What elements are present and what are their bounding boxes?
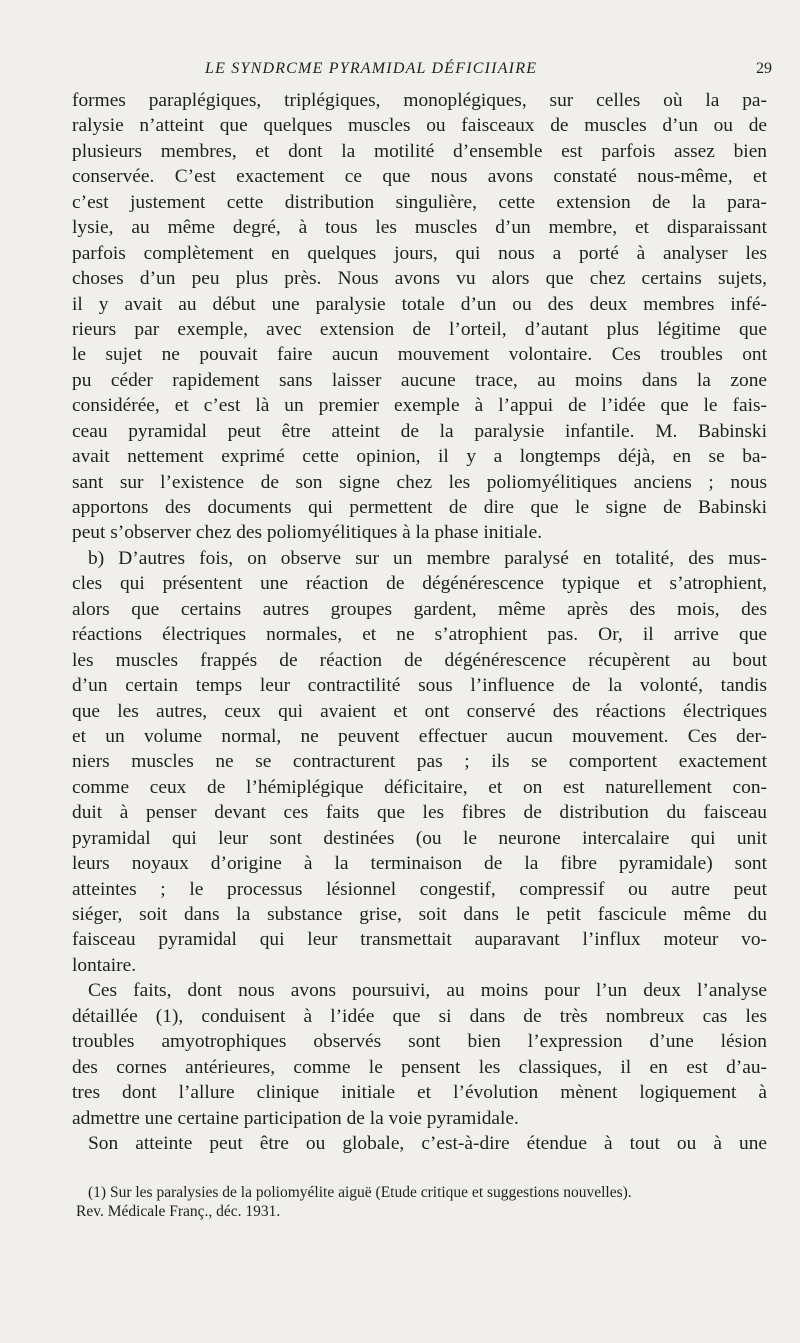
- text-line: c’est justement cette distribution singulière, cette extension de la para-: [72, 191, 767, 213]
- text-line: les muscles frappés de réaction de dégénérescence récupèrent au bout: [72, 649, 767, 671]
- text-line: sant sur l’existence de son signe chez les poliomyélitiques anciens ; nous: [72, 471, 767, 493]
- text-line: Ces faits, dont nous avons poursuivi, au moins pour l’un deux l’analyse: [88, 980, 767, 1002]
- text-line: rieurs par exemple, avec extension de l’orteil, d’autant plus légitime que: [72, 318, 767, 340]
- text-line: ceau pyramidal peut être atteint de la paralysie infantile. M. Babinski: [72, 420, 767, 442]
- text-line: et un volume normal, ne peuvent effectuer aucun mouvement. Ces der-: [72, 725, 767, 747]
- text-line: le sujet ne pouvait faire aucun mouvement volontaire. Ces troubles ont: [72, 344, 767, 366]
- text-line: leurs noyaux d’origine à la terminaison de la fibre pyramidale) sont: [72, 853, 767, 875]
- footnote-line: (1) Sur les paralysies de la poliomyélite aiguë (Etude critique et suggestions nouvelles).: [88, 1184, 632, 1201]
- text-line: b) D’autres fois, on observe sur un membre paralysé en totalité, des mus-: [88, 547, 767, 569]
- text-line: réactions électriques normales, et ne s’atrophient pas. Or, il arrive que: [72, 624, 767, 646]
- running-head-title: LE SYNDRCME PYRAMIDAL DÉFICIIAIRE: [205, 60, 538, 77]
- text-line: ralysie n’atteint que quelques muscles ou faisceaux de muscles d’un ou de: [72, 115, 767, 137]
- footnote: [72, 1183, 767, 1221]
- text-line: détaillée (1), conduisent à l’idée que si dans de très nombreux cas les: [72, 1005, 767, 1027]
- text-line: parfois complètement en quelques jours, qui nous a porté à analyser les: [72, 242, 767, 264]
- body-text: [72, 88, 767, 1156]
- text-line: plusieurs membres, et dont la motilité d’ensemble est parfois assez bien: [72, 140, 767, 162]
- text-line: siéger, soit dans la substance grise, soit dans le petit fascicule même du: [72, 904, 767, 925]
- text-line: faisceau pyramidal qui leur transmettait auparavant l’influx moteur vo-: [72, 929, 767, 951]
- text-line: lontaire.: [72, 954, 137, 976]
- text-line: il y avait au début une paralysie totale d’un ou des deux membres infé-: [72, 293, 767, 315]
- text-line: Son atteinte peut être ou globale, c’est-à-dire étendue à tout ou à une: [88, 1132, 767, 1154]
- running-head: [72, 60, 772, 84]
- text-line: pu céder rapidement sans laisser aucune trace, au moins dans la zone: [72, 369, 767, 391]
- text-line: cles qui présentent une réaction de dégénérescence typique et s’atrophient,: [72, 573, 767, 595]
- text-line: peut s’observer chez des poliomyélitiques à la phase initiale.: [72, 522, 543, 544]
- text-line: choses d’un peu plus près. Nous avons vu alors que chez certains sujets,: [72, 268, 767, 290]
- text-line: admettre une certaine participation de la voie pyramidale.: [72, 1107, 519, 1129]
- text-line: apportons des documents qui permettent de dire que le signe de Babinski: [72, 497, 767, 518]
- text-line: atteintes ; le processus lésionnel congestif, compressif ou autre peut: [72, 878, 767, 900]
- text-line: conservée. C’est exactement ce que nous avons constaté nous-même, et: [72, 166, 767, 188]
- text-line: comme ceux de l’hémiplégique déficitaire, et on est naturellement con-: [72, 776, 767, 798]
- footnote-line: Rev. Médicale Franç., déc. 1931.: [76, 1203, 281, 1220]
- text-line: lysie, au même degré, à tous les muscles d’un membre, et disparaissant: [72, 217, 767, 239]
- text-line: tres dont l’allure clinique initiale et l’évolution mènent logiquement à: [72, 1082, 767, 1104]
- text-line: avait nettement exprimé cette opinion, il y a longtemps déjà, en se ba-: [72, 446, 767, 468]
- text-line: formes paraplégiques, triplégiques, monoplégiques, sur celles où la pa-: [72, 90, 767, 111]
- text-line: troubles amyotrophiques observés sont bien l’expression d’une lésion: [72, 1031, 767, 1053]
- text-line: d’un certain temps leur contractilité sous l’influence de la volonté, tandis: [72, 675, 767, 697]
- text-line: des cornes antérieures, comme le pensent les classiques, il en est d’au-: [72, 1056, 767, 1078]
- text-line: pyramidal qui leur sont destinées (ou le neurone intercalaire qui unit: [72, 827, 767, 849]
- text-line: que les autres, ceux qui avaient et ont conservé des réactions électriques: [72, 700, 767, 722]
- page-number: 29: [756, 60, 772, 77]
- text-line: duit à penser devant ces faits que les fibres de distribution du faisceau: [72, 802, 767, 824]
- text-line: niers muscles ne se contracturent pas ; ils se comportent exactement: [72, 751, 767, 773]
- text-line: considérée, et c’est là un premier exemple à l’appui de l’idée que le fais-: [72, 395, 767, 417]
- text-line: alors que certains autres groupes gardent, même après des mois, des: [72, 598, 767, 620]
